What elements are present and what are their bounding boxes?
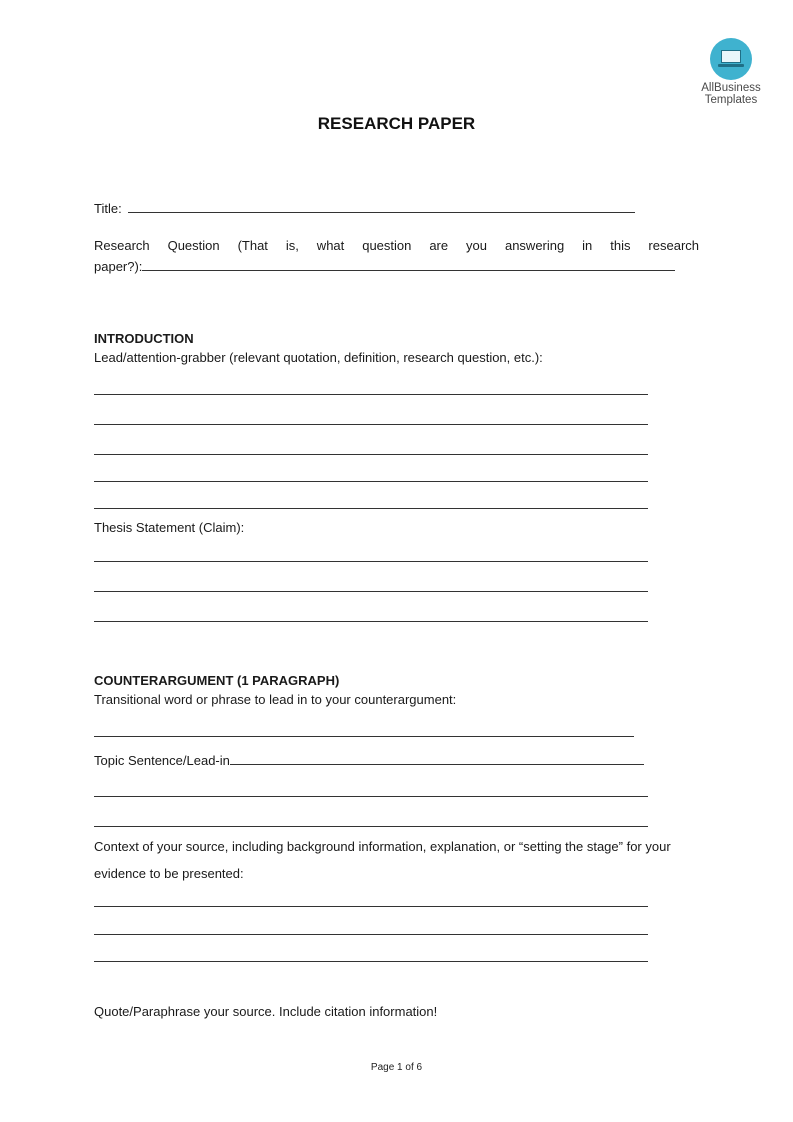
counterargument-heading: COUNTERARGUMENT (1 PARAGRAPH) (94, 673, 340, 688)
lead-input-line[interactable] (94, 394, 648, 395)
page-number: Page 1 of 6 (370, 1062, 423, 1073)
lead-input-line[interactable] (94, 424, 648, 425)
topic-sentence-extra-line[interactable] (94, 826, 648, 827)
thesis-label: Thesis Statement (Claim): (94, 520, 245, 535)
topic-sentence-row (94, 752, 644, 769)
logo-text-line1: AllBusiness (701, 82, 761, 94)
introduction-heading: INTRODUCTION (94, 331, 194, 346)
context-input-line[interactable] (94, 961, 648, 962)
thesis-input-line[interactable] (94, 591, 648, 592)
topic-sentence-input-line[interactable] (230, 752, 644, 765)
lead-input-line[interactable] (94, 508, 648, 509)
research-question-input-line[interactable] (142, 258, 675, 271)
context-label-line1: Context of your source, including background information, explanation, or “setting the stage” for your (94, 839, 671, 854)
quote-label: Quote/Paraphrase your source. Include citation information! (94, 1004, 438, 1019)
context-input-line[interactable] (94, 906, 648, 907)
topic-sentence-label: Topic Sentence/Lead-in (94, 753, 230, 768)
research-question-label-cont: paper?): (94, 259, 143, 274)
context-input-line[interactable] (94, 934, 648, 935)
lead-input-line[interactable] (94, 481, 648, 482)
page-title: RESEARCH PAPER (317, 114, 476, 133)
lead-input-line[interactable] (94, 454, 648, 455)
research-question-label: Research Question (That is, what question are you answering in this research (94, 238, 699, 253)
allbusiness-templates-logo (695, 38, 767, 106)
context-label-line2: evidence to be presented: (94, 866, 244, 881)
title-input-line[interactable] (128, 200, 635, 213)
thesis-input-line[interactable] (94, 621, 648, 622)
title-field-label: Title: (94, 201, 122, 216)
logo-text-line2: Templates (704, 94, 758, 106)
title-field-row (94, 200, 635, 217)
lead-label: Lead/attention-grabber (relevant quotation, definition, research question, etc.): (94, 350, 543, 365)
thesis-input-line[interactable] (94, 561, 648, 562)
transitional-input-line[interactable] (94, 736, 634, 737)
research-question-row (94, 258, 675, 275)
topic-sentence-extra-line[interactable] (94, 796, 648, 797)
laptop-icon (710, 38, 752, 80)
transitional-label: Transitional word or phrase to lead in to your counterargument: (94, 692, 457, 707)
